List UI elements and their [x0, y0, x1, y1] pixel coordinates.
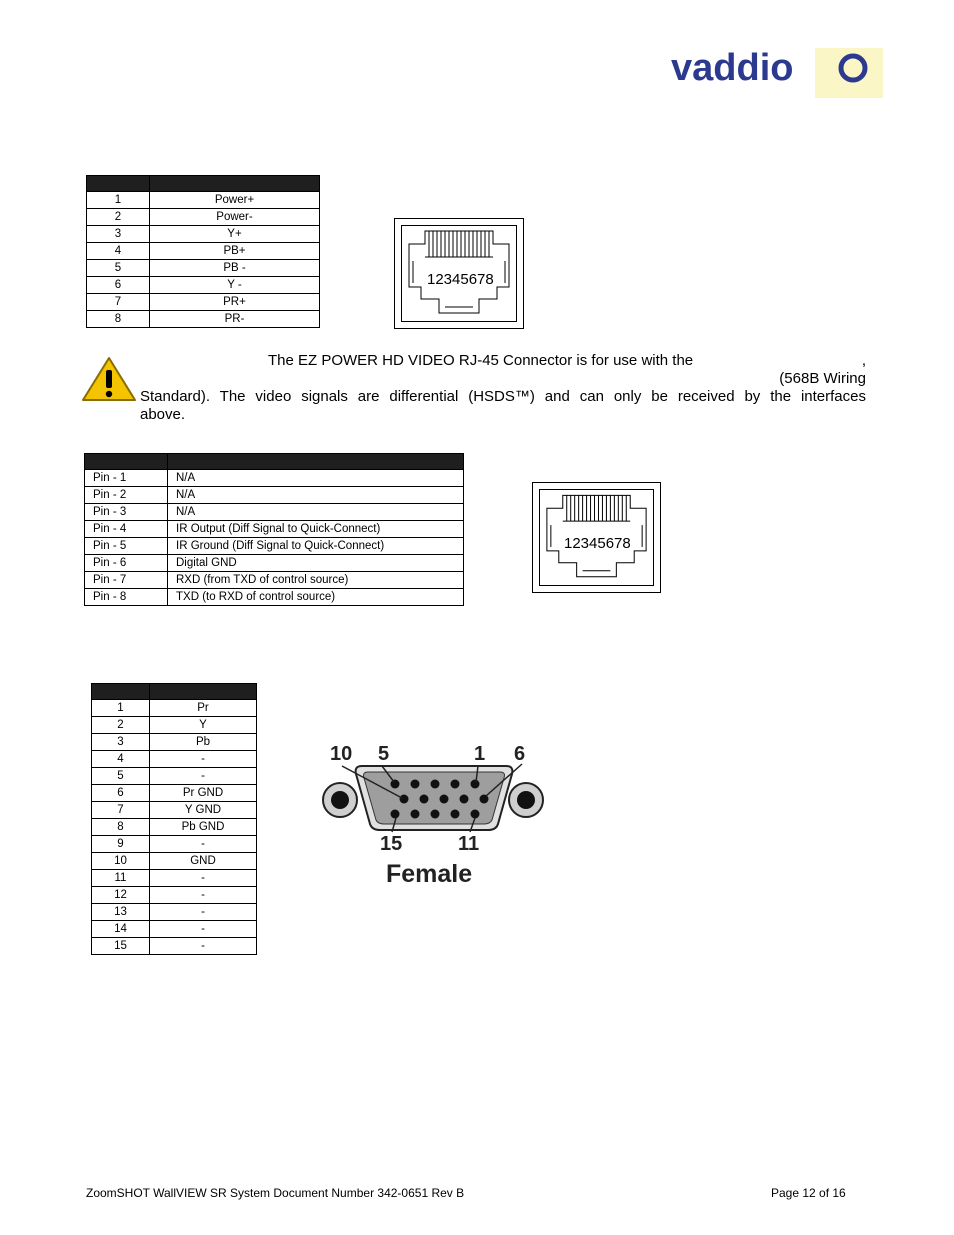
header-cell — [85, 454, 168, 470]
table-row: 5 - — [92, 768, 257, 785]
table-row: 2 Y — [92, 717, 257, 734]
table-row: 8 Pb GND — [92, 819, 257, 836]
table-row: 7 Y GND — [92, 802, 257, 819]
pin-label-10: 10 — [330, 743, 353, 765]
pin-label-15: 15 — [380, 833, 403, 855]
rj45-control-pin-table — [84, 453, 464, 606]
table-row: Pin - 4 IR Output (Diff Signal to Quick-Connect) — [85, 521, 464, 538]
table-row: Pin - 1 N/A — [85, 470, 464, 487]
footer-page-number: Page 12 of 16 — [771, 1186, 846, 1200]
header-cell — [150, 176, 320, 192]
pin-label-11: 11 — [458, 833, 480, 855]
table-row: Pin - 5 IR Ground (Diff Signal to Quick-Connect) — [85, 538, 464, 555]
vga-pin-table — [91, 683, 257, 955]
table-row: 1 Pr — [92, 700, 257, 717]
table-row: 3 Y+ — [87, 226, 320, 243]
table-row: Pin - 8 TXD (to RXD of control source) — [85, 589, 464, 606]
table-row: 5 PB - — [87, 260, 320, 277]
pin-label-6: 6 — [514, 743, 526, 765]
pin-number-label: 12345678 — [564, 535, 631, 552]
table-row: 2 Power- — [87, 209, 320, 226]
table-row: 10 GND — [92, 853, 257, 870]
table-row: 4 - — [92, 751, 257, 768]
vga-female-connector-diagram — [318, 738, 550, 890]
table-row: 6 Pr GND — [92, 785, 257, 802]
rj45-jack-diagram — [532, 482, 661, 593]
header-cell — [168, 454, 464, 470]
table-row: 8 PR- — [87, 311, 320, 328]
rj45-jack-diagram — [394, 218, 524, 329]
table-row: 7 PR+ — [87, 294, 320, 311]
table-row: 14 - — [92, 921, 257, 938]
table-row: Pin - 6 Digital GND — [85, 555, 464, 572]
table-row: 3 Pb — [92, 734, 257, 751]
header-cell — [87, 176, 150, 192]
table-row: 9 - — [92, 836, 257, 853]
vaddio-logo — [665, 40, 883, 98]
table-row: 15 - — [92, 938, 257, 955]
connector-caption: Female — [386, 860, 473, 888]
table-row: 1 Power+ — [87, 192, 320, 209]
table-row: Pin - 2 N/A — [85, 487, 464, 504]
pin-number-label: 12345678 — [427, 271, 494, 288]
header-cell — [92, 684, 150, 700]
table-row: 12 - — [92, 887, 257, 904]
rj45-video-pin-table — [86, 175, 320, 328]
warning-icon — [80, 355, 138, 403]
table-row: 6 Y - — [87, 277, 320, 294]
pin-label-5: 5 — [378, 743, 390, 765]
table-row: 4 PB+ — [87, 243, 320, 260]
table-row: Pin - 7 RXD (from TXD of control source) — [85, 572, 464, 589]
table-row: 11 - — [92, 870, 257, 887]
header-cell — [150, 684, 257, 700]
pin-label-1: 1 — [474, 743, 486, 765]
table-row: Pin - 3 N/A — [85, 504, 464, 521]
table-row: 13 - — [92, 904, 257, 921]
footer-document-info: ZoomSHOT WallVIEW SR System Document Number 342-0651 Rev B — [86, 1186, 465, 1200]
warning-line-1: The EZ POWER HD VIDEO RJ-45 Connector is for use with the — [268, 352, 694, 369]
warning-text: The EZ POWER HD VIDEO RJ-45 Connector is for use with the , (568B Wiring Standard). The video signals are differential (HSDS™) and can only be received by the interfaces above. — [140, 352, 866, 423]
logo-text: vaddio — [671, 47, 794, 89]
